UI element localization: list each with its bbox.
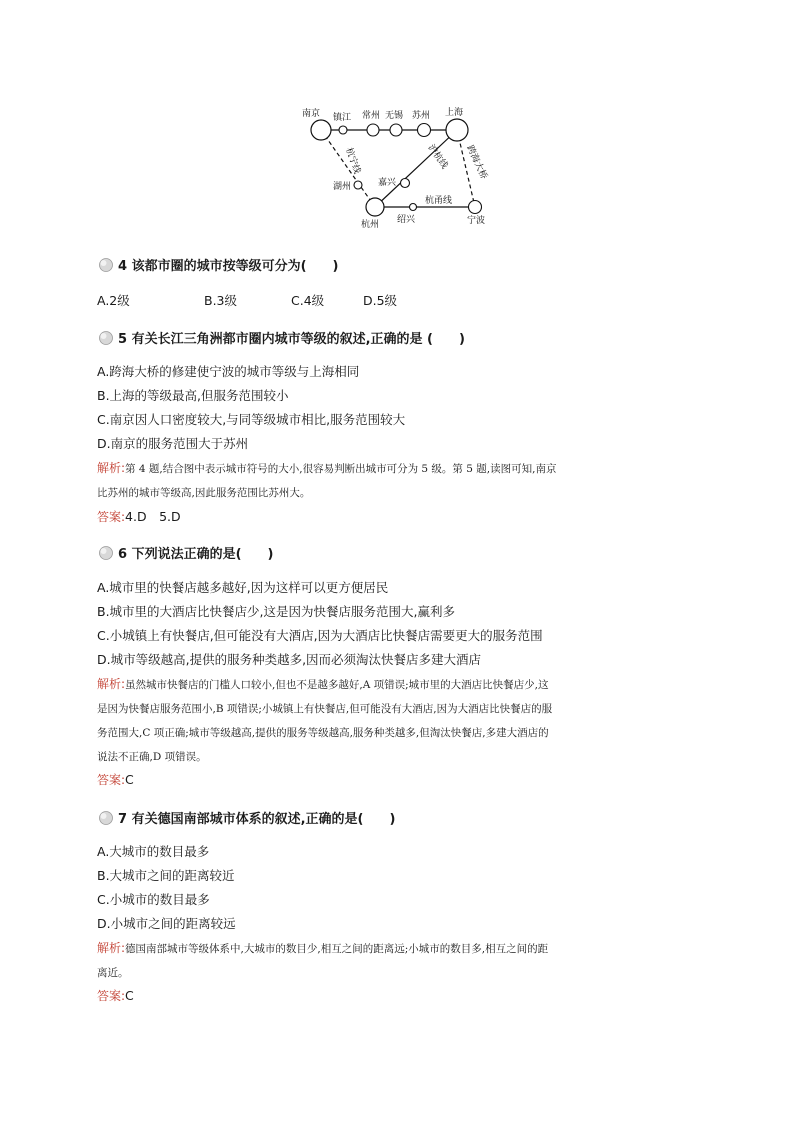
city-jiaxing-label: 嘉兴 — [378, 178, 397, 188]
q6-option-c[interactable]: C.小城镇上有快餐店,但可能没有大酒店,因为大酒店比快餐店需要更大的服务范围 — [97, 628, 543, 643]
explanation-6-line-4: 说法不正确,D 项错误。 — [97, 751, 207, 763]
q5-option-d[interactable]: D.南京的服务范围大于苏州 — [97, 436, 249, 451]
answer-label: 答案: — [97, 989, 126, 1003]
question-marker-icon — [97, 331, 117, 345]
explanation-label: 解析: — [97, 677, 126, 691]
explanation-4-5-line-1: 第 4 题,结合图中表示城市符号的大小,很容易判断出城市可分为 5 级。第 5 题,读图可知,南京 — [125, 463, 557, 475]
answer-7-text: C — [125, 988, 134, 1003]
question-6-title — [97, 546, 273, 564]
explanation-7-line-1: 德国南部城市等级体系中,大城市的数目少,相互之间的距离远;小城市的数目多,相互之间的距 — [125, 943, 549, 955]
question-marker-icon — [97, 258, 117, 272]
q5-option-a[interactable]: A.跨海大桥的修建使宁波的城市等级与上海相同 — [97, 364, 360, 379]
city-nanjing-marker — [311, 120, 331, 140]
line-hangyong-label: 杭甬线 — [425, 196, 453, 206]
line-huhang-label: 沪杭线 — [425, 142, 450, 171]
answer-4-5-text: 4.D 5.D — [125, 509, 181, 524]
q7-option-d[interactable]: D.小城市之间的距离较远 — [97, 916, 236, 931]
explanation-6 — [97, 672, 697, 769]
q7-option-c[interactable]: C.小城市的数目最多 — [97, 892, 210, 907]
explanation-6-line-1: 虽然城市快餐店的门槛人口较小,但也不是越多越好,A 项错误;城市里的大酒店比快餐店少,这 — [125, 679, 549, 691]
question-marker-icon — [97, 811, 117, 825]
city-wuxi-marker — [390, 124, 402, 136]
question-marker-icon — [97, 546, 117, 560]
line-hangning — [321, 130, 375, 207]
q4-option-a[interactable]: A.2级 — [97, 293, 130, 308]
city-jiaxing-marker — [401, 179, 410, 188]
line-kuahai — [457, 130, 475, 207]
explanation-6-line-3: 务范围大,C 项正确;城市等级越高,提供的服务等级越高,服务种类越多,但淘汰快餐店,多建大酒店的 — [97, 727, 549, 739]
line-hangning-label: 杭宁线 — [343, 146, 362, 176]
city-huzhou-label: 湖州 — [333, 182, 352, 192]
answer-label: 答案: — [97, 773, 126, 787]
q7-option-a[interactable]: A.大城市的数目最多 — [97, 844, 210, 859]
city-changzhou-label: 常州 — [362, 111, 381, 121]
question-6-text: 6 下列说法正确的是( ) — [118, 547, 274, 562]
q6-option-a[interactable]: A.城市里的快餐店越多越好,因为这样可以更方便居民 — [97, 580, 389, 595]
city-ningbo-marker — [469, 201, 482, 214]
q4-option-d[interactable]: D.5级 — [363, 293, 398, 308]
city-wuxi-label: 无锡 — [385, 111, 404, 121]
city-nanjing-label: 南京 — [302, 109, 321, 119]
answer-label: 答案: — [97, 510, 126, 524]
question-5-title — [97, 331, 465, 349]
q5-option-c[interactable]: C.南京因人口密度较大,与同等级城市相比,服务范围较大 — [97, 412, 406, 427]
line-kuahai-label: 跨海大桥 — [464, 144, 489, 181]
city-hangzhou-marker — [366, 198, 384, 216]
city-suzhou-marker — [418, 124, 431, 137]
question-5-text: 5 有关长江三角洲都市圈内城市等级的叙述,正确的是 ( ) — [118, 332, 465, 347]
question-4-title — [97, 258, 338, 276]
answer-6-text: C — [125, 772, 134, 787]
question-4-options — [97, 292, 397, 310]
city-ningbo-label: 宁波 — [467, 216, 486, 226]
explanation-7 — [97, 936, 697, 985]
city-shanghai-marker — [446, 119, 468, 141]
city-huzhou-marker — [354, 181, 362, 189]
q4-option-b[interactable]: B.3级 — [204, 293, 238, 308]
city-hangzhou-label: 杭州 — [361, 220, 380, 230]
answer-7 — [97, 987, 134, 1005]
city-shaoxing-marker — [410, 204, 417, 211]
answer-6 — [97, 771, 134, 789]
city-zhenjiang-marker — [339, 126, 347, 134]
explanation-6-line-2: 是因为快餐店服务范围小,B 项错误;小城镇上有快餐店,但可能没有大酒店,因为大酒店比快餐店的服 — [97, 703, 553, 715]
city-changzhou-marker — [367, 124, 379, 136]
question-7-title — [97, 811, 395, 829]
q5-option-b[interactable]: B.上海的等级最高,但服务范围较小 — [97, 388, 289, 403]
answer-4-5 — [97, 508, 181, 526]
question-4-text: 4 该都市圈的城市按等级可分为( ) — [118, 259, 339, 274]
question-7-text: 7 有关德国南部城市体系的叙述,正确的是( ) — [118, 812, 396, 827]
city-shaoxing-label: 绍兴 — [397, 215, 416, 225]
explanation-4-5 — [97, 456, 697, 505]
city-suzhou-label: 苏州 — [412, 111, 431, 121]
q6-option-b[interactable]: B.城市里的大酒店比快餐店少,这是因为快餐店服务范围大,赢利多 — [97, 604, 455, 619]
q6-option-d[interactable]: D.城市等级越高,提供的服务种类越多,因而必须淘汰快餐店多建大酒店 — [97, 652, 482, 667]
yangtze-delta-city-map — [295, 95, 505, 240]
q4-option-c[interactable]: C.4级 — [291, 293, 325, 308]
city-shanghai-label: 上海 — [445, 108, 464, 118]
explanation-label: 解析: — [97, 941, 126, 955]
city-zhenjiang-label: 镇江 — [333, 113, 352, 123]
explanation-7-line-2: 离近。 — [97, 967, 129, 979]
explanation-label: 解析: — [97, 461, 126, 475]
q7-option-b[interactable]: B.大城市之间的距离较近 — [97, 868, 235, 883]
explanation-4-5-line-2: 比苏州的城市等级高,因此服务范围比苏州大。 — [97, 487, 311, 499]
